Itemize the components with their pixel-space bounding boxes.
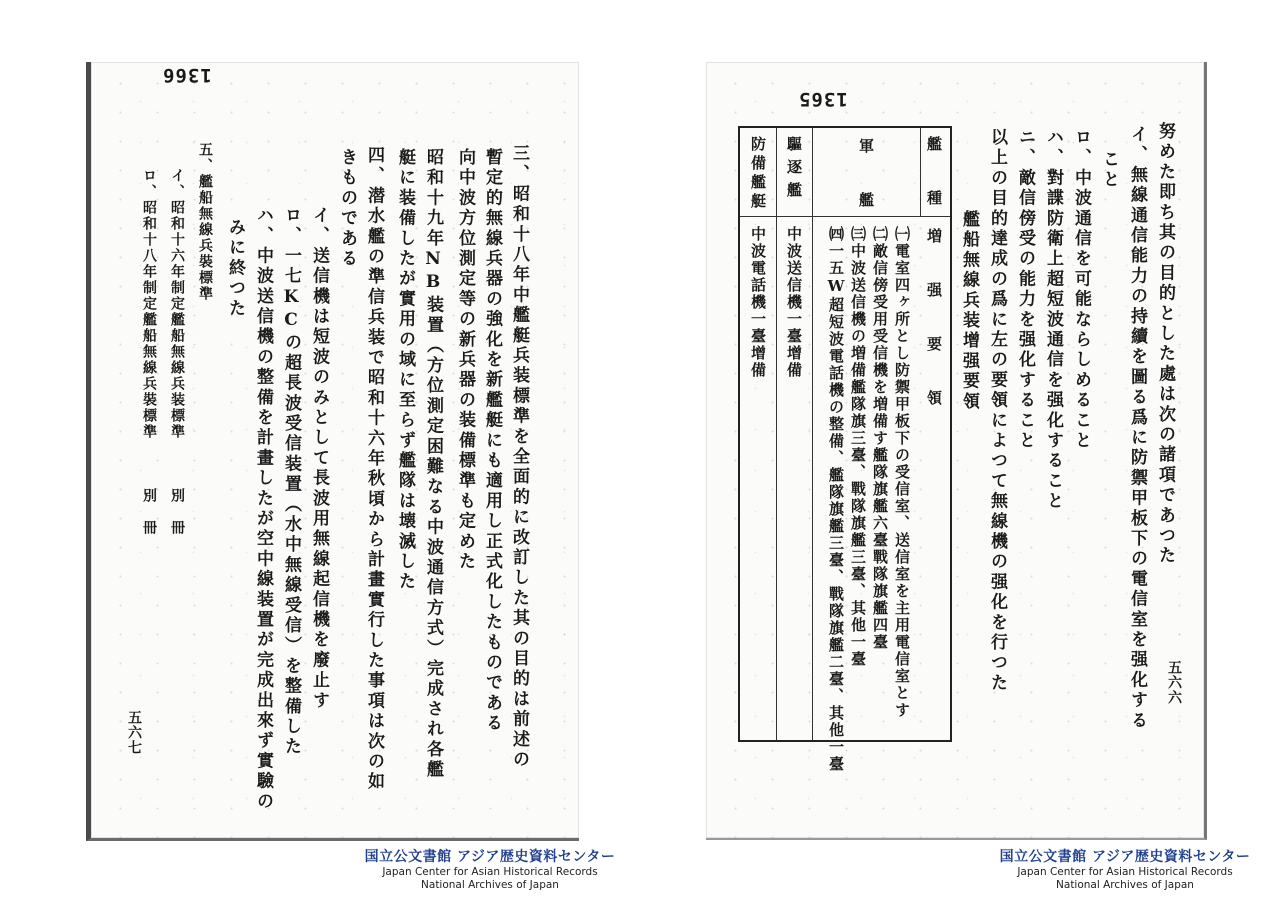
left-column-2: 暫定的無線兵器の強化を新艦艇にも適用し正式化したものである (482, 148, 502, 734)
left-column-6: 四、潜水艦の準信兵装で昭和十六年秋頃から計畫實行した事項は次の如 (364, 146, 384, 793)
left-column-12: 五、艦船無線兵裝標準 (197, 142, 213, 302)
left-page (86, 62, 579, 841)
table-header-method: 増 强 要 領 (925, 228, 943, 417)
right-column-2: イ、無線通信能力の持續を圖る爲に防禦甲板下の電信室を强化する (1127, 125, 1147, 731)
watermark-title: 国立公文書館 アジア歴史資料センター (999, 849, 1251, 865)
table-header-type: 艦 種 (925, 136, 943, 217)
left-column-3: 向中波方位測定等の新兵器の装備標準も定めた (455, 148, 475, 573)
table-row-divider-1 (812, 128, 813, 740)
table-header-vline (920, 128, 921, 216)
left-column-8: イ、送信機は短波のみとして長波用無線起信機を廢止す (309, 206, 329, 711)
left-page-number: 五六七 (126, 710, 142, 755)
left-column-11: みに終つた (225, 218, 245, 319)
left-column-10: ハ、中波送信機の整備を計畫したが空中線装置が完成出來ず實驗の (253, 206, 273, 812)
table-header-divider (740, 216, 950, 217)
table-row-type-destroyer: 驅逐艦 (785, 136, 803, 205)
left-column-5: 艇に装備したが實用の域に至らず艦隊は壊滅した (395, 148, 415, 593)
table-row-item: ㈢中波送信機の増備艦隊旗三臺、戰隊旗艦三臺、其他一臺 (849, 226, 867, 668)
right-column-7: 以上の目的達成の爲に左の要領によつて無線機の强化を行つた (987, 128, 1007, 694)
right-column-5: ハ、對諜防衛上超短波通信を强化すること (1043, 128, 1063, 512)
right-page-number: 五六六 (1166, 660, 1182, 705)
watermark-title: 国立公文書館 アジア歴史資料センター (364, 849, 616, 865)
left-column-1: 三、昭和十八年中艦艇兵装標準を全面的に改訂した其の目的は前述の (509, 144, 529, 771)
table-row-item: 中波電話機一臺增備 (749, 226, 767, 379)
right-column-4: ロ、中波通信を可能ならしめること (1071, 128, 1091, 452)
table-row-item: ㈠電室四ヶ所とし防禦甲板下の受信室、送信室を主用電信室とす (893, 226, 911, 719)
table-row-item: ㈡敵信傍受用受信機を増備す艦隊旗艦六臺戰隊旗艦四臺 (871, 226, 889, 651)
right-column-3: こと (1099, 150, 1119, 191)
right-column-8: 艦船無線兵装增强要領 (959, 210, 979, 412)
watermark-subtitle: Japan Center for Asian Historical Records (1017, 866, 1233, 878)
left-column-7: きものである (337, 148, 357, 270)
left-column-4: 昭和十九年NB装置（方位測定困難なる中波通信方式）完成され各艦 (423, 148, 443, 781)
left-column-9: ロ、一七KCの超長波受信装置（水中無線受信）を整備した (281, 206, 301, 758)
table-row-type-defense: 防備艦艇 (749, 136, 767, 212)
watermark-subtitle: National Archives of Japan (1056, 879, 1194, 891)
table-row-type-battleship: 軍 艦 (857, 138, 875, 219)
archive-watermark-left (330, 846, 650, 892)
table-row-divider-2 (776, 128, 777, 740)
left-column-14: ロ、昭和十八年制定艦船無線兵裝標準 別 冊 (141, 168, 157, 536)
left-column-13: イ、昭和十六年制定艦船無線兵装標準 別 冊 (169, 168, 185, 536)
paper-specks (91, 62, 579, 838)
spec-table (738, 126, 952, 773)
table-row-item: ㈣一五W超短波電話機の整備、艦隊旗艦三臺、戰隊旗艦二臺、其他一臺 (827, 226, 845, 773)
right-column-1: 努めた即ち其の目的とした處は次の諸項であつた (1155, 122, 1175, 567)
archive-watermark-right (972, 846, 1278, 892)
right-page-stamp: 1365 (798, 88, 848, 110)
right-column-6: ニ、敵信傍受の能力を强化すること (1015, 128, 1035, 452)
left-page-stamp: 1366 (162, 64, 212, 86)
watermark-subtitle: National Archives of Japan (421, 879, 559, 891)
watermark-subtitle: Japan Center for Asian Historical Records (382, 866, 598, 878)
table-row-item: 中波送信機一臺增備 (785, 226, 803, 379)
